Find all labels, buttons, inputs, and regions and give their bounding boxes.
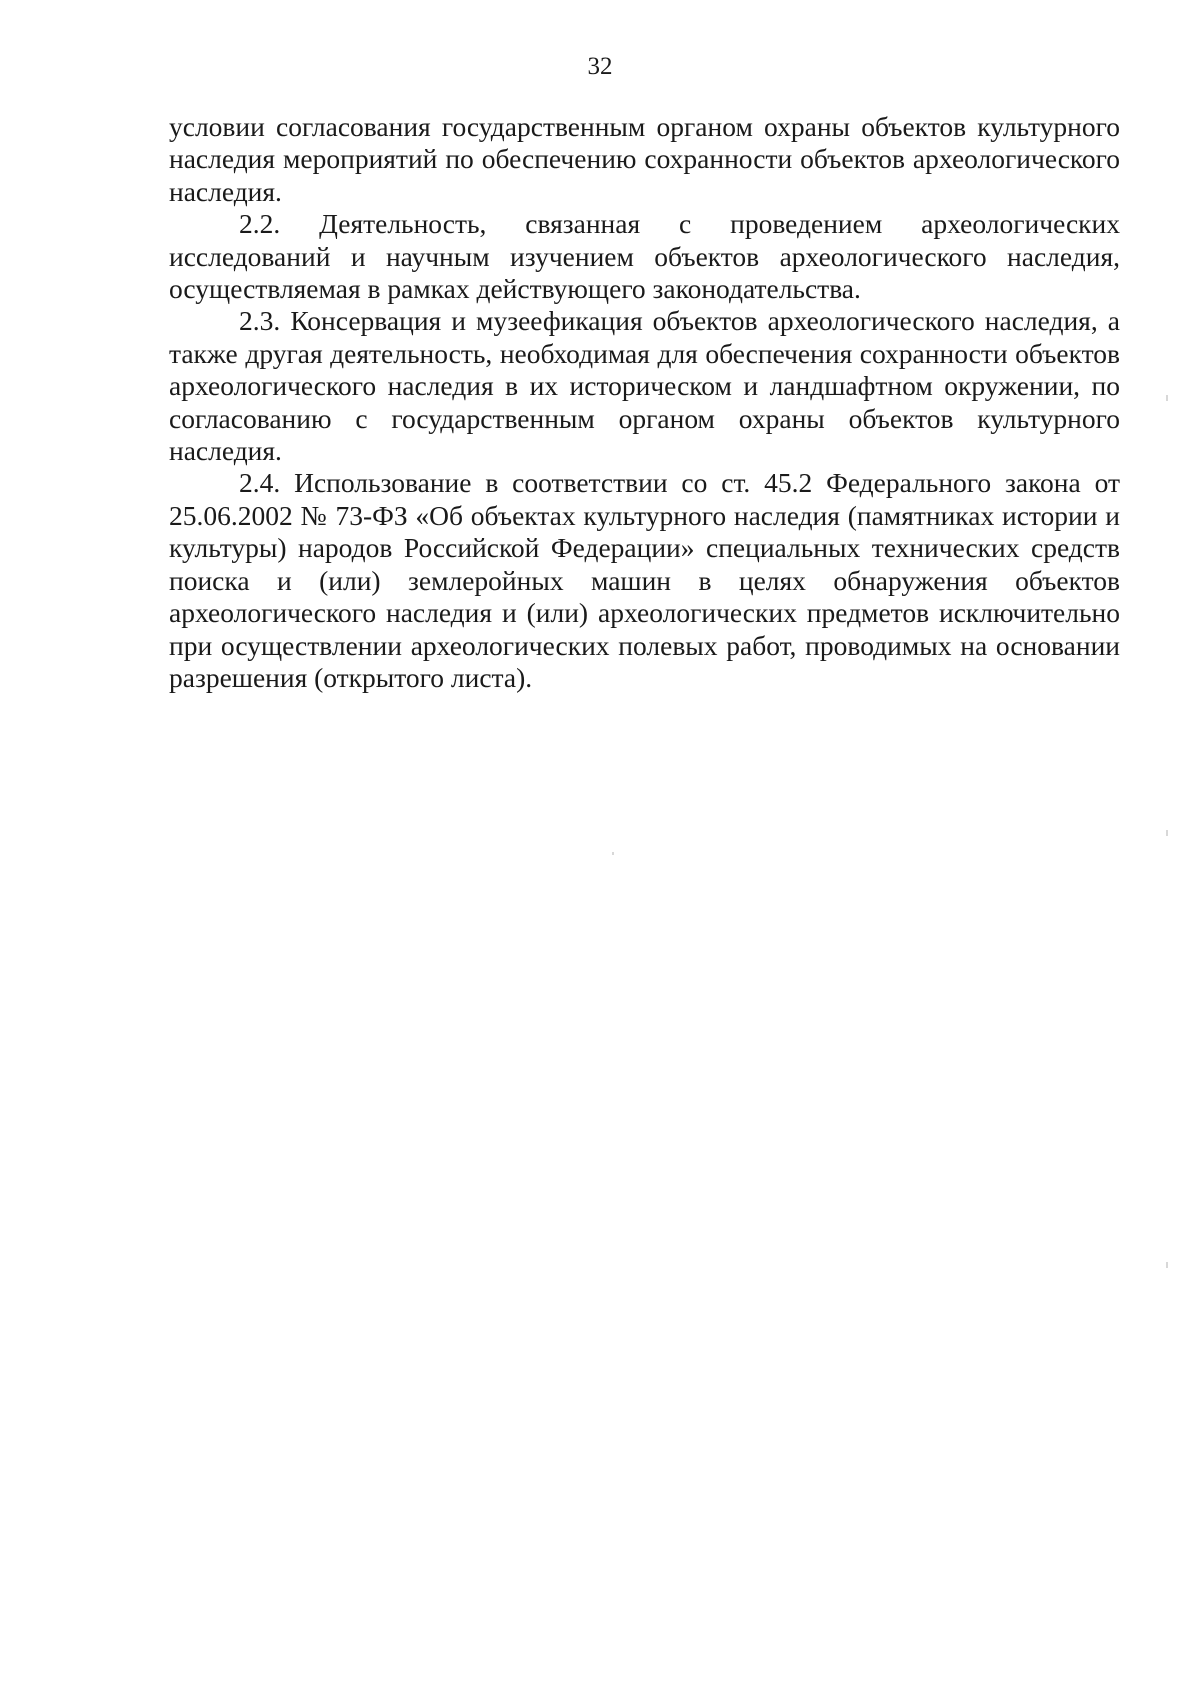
paragraph-2-2: 2.2. Деятельность, связанная с проведением археологических исследований и научным изучением объектов археологического наследия, осуществляемая в рамках действующего законодательства. [169,208,1120,305]
paragraph-2-3: 2.3. Консервация и музеефикация объектов археологического наследия, а также другая деятельность, необходимая для обеспечения сохранности объектов археологического наследия в их историческом и ландшафтном окружении, по согласованию с государственным органом охраны объектов культурного наследия. [169,305,1120,467]
scan-speck [1166,1262,1168,1268]
paragraph-continuation: условии согласования государственным органом охраны объектов культурного наследия мероприятий по обеспечению сохранности объектов археологического наследия. [169,111,1120,207]
scan-speck [1166,830,1168,836]
document-body [169,111,1120,694]
page-number: 32 [587,53,613,80]
scan-speck [1166,395,1168,401]
scan-speck [612,852,614,855]
paragraph-2-4: 2.4. Использование в соответствии со ст. 45.2 Федерального закона от 25.06.2002 № 73-ФЗ «Об объектах культурного наследия (памятниках истории и культуры) народов Российской Федерации» специальных технических средств поиска и (или) землеройных машин в целях обнаружения объектов археологического наследия и (или) археологических предметов исключительно при осуществлении археологических полевых работ, проводимых на основании разрешения (открытого листа). [169,467,1120,693]
